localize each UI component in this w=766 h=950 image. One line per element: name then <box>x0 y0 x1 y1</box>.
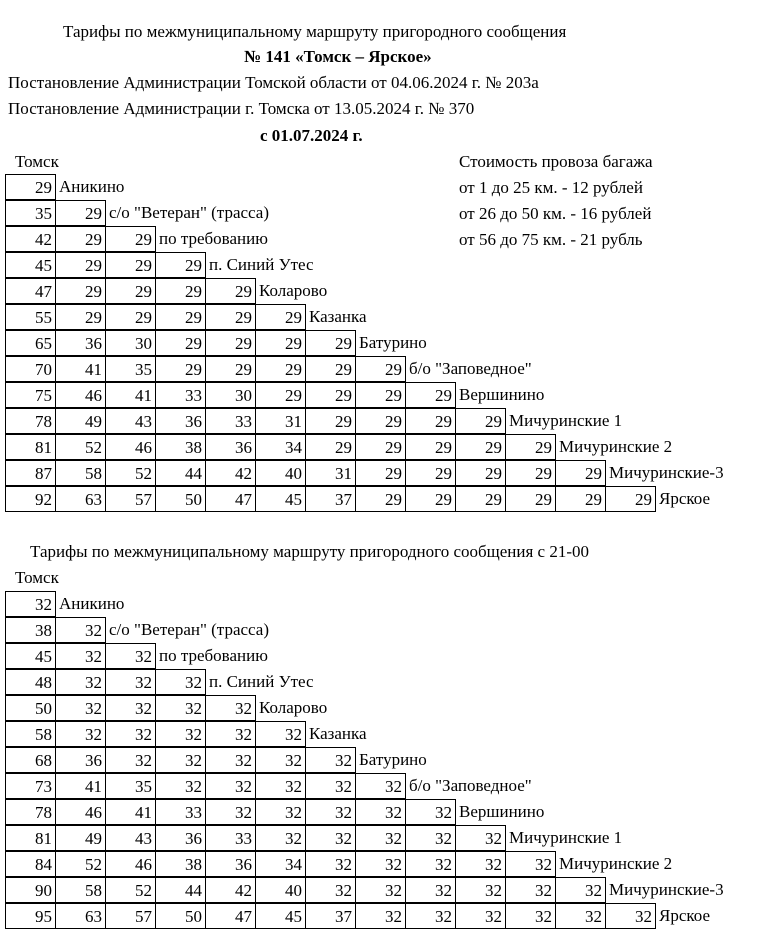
fare-cell: 29 <box>405 486 456 512</box>
fare-cell: 32 <box>505 877 556 903</box>
fare-cell: 41 <box>105 382 156 408</box>
fare-cell: 32 <box>105 669 156 695</box>
fare-cell: 32 <box>305 747 356 773</box>
fare-cell: 32 <box>455 903 506 929</box>
stop-name: Аникино <box>59 594 125 613</box>
stop-name: с/о "Ветеран" (трасса) <box>109 620 269 639</box>
fare-cell: 32 <box>405 799 456 825</box>
baggage-title: Стоимость провоза багажа <box>459 152 653 171</box>
fare-cell: 30 <box>105 330 156 356</box>
fare-cell: 70 <box>5 356 56 382</box>
fare-cell: 50 <box>5 695 56 721</box>
fare-cell: 32 <box>305 773 356 799</box>
fare-cell: 29 <box>355 460 406 486</box>
fare-cell: 29 <box>55 278 106 304</box>
fare-cell: 32 <box>55 721 106 747</box>
fare-cell: 36 <box>55 747 106 773</box>
fare-cell: 32 <box>205 695 256 721</box>
fare-cell: 32 <box>405 851 456 877</box>
fare-cell: 29 <box>105 278 156 304</box>
fare-cell: 29 <box>355 486 406 512</box>
fare-cell: 35 <box>105 773 156 799</box>
fare-cell: 32 <box>255 825 306 851</box>
fare-cell: 29 <box>355 408 406 434</box>
stop-name: Вершинино <box>459 385 545 404</box>
fare-cell: 32 <box>55 669 106 695</box>
baggage-line-2: от 26 до 50 км. - 16 рублей <box>459 204 652 223</box>
fare-cell: 32 <box>205 799 256 825</box>
stop-name: Мичуринские 2 <box>559 437 673 456</box>
fare-cell: 73 <box>5 773 56 799</box>
fare-cell: 29 <box>55 304 106 330</box>
fare-cell: 50 <box>155 903 206 929</box>
stop-name: Мичуринские 1 <box>509 828 623 847</box>
fare-cell: 29 <box>205 330 256 356</box>
fare-cell: 50 <box>155 486 206 512</box>
fare-cell: 32 <box>505 851 556 877</box>
fare-cell: 58 <box>55 460 106 486</box>
fare-cell: 32 <box>455 825 506 851</box>
fare-cell: 36 <box>155 408 206 434</box>
fare-cell: 36 <box>155 825 206 851</box>
fare-cell: 52 <box>105 877 156 903</box>
fare-cell: 29 <box>155 356 206 382</box>
fare-cell: 57 <box>105 486 156 512</box>
fare-cell: 90 <box>5 877 56 903</box>
fare-cell: 48 <box>5 669 56 695</box>
fare-cell: 29 <box>155 330 206 356</box>
fare-cell: 29 <box>405 460 456 486</box>
fare-cell: 32 <box>355 877 406 903</box>
fare-cell: 31 <box>305 460 356 486</box>
stop-name: с/о "Ветеран" (трасса) <box>109 203 269 222</box>
stop-name: Коларово <box>259 698 328 717</box>
fare-cell: 49 <box>55 408 106 434</box>
fare-cell: 32 <box>205 773 256 799</box>
fare-cell: 46 <box>105 434 156 460</box>
section2-title: Тарифы по межмуниципальному маршруту пригородного сообщения с 21-00 <box>30 542 590 561</box>
stop-name: Мичуринские 2 <box>559 854 673 873</box>
fare-cell: 49 <box>55 825 106 851</box>
stop-name: п. Синий Утес <box>209 255 314 274</box>
fare-cell: 29 <box>305 434 356 460</box>
fare-cell: 37 <box>305 903 356 929</box>
fare-cell: 38 <box>155 851 206 877</box>
stop-name: Батурино <box>359 333 427 352</box>
fare-cell: 32 <box>355 851 406 877</box>
fare-cell: 47 <box>205 486 256 512</box>
fare-cell: 29 <box>605 486 656 512</box>
fare-cell: 33 <box>205 825 256 851</box>
fare-cell: 78 <box>5 799 56 825</box>
fare-cell: 42 <box>5 226 56 252</box>
stop-name: б/о "Заповедное" <box>409 359 532 378</box>
fare-cell: 33 <box>155 799 206 825</box>
fare-cell: 32 <box>105 643 156 669</box>
fare-cell: 29 <box>155 304 206 330</box>
stop-name: п. Синий Утес <box>209 672 314 691</box>
fare-cell: 46 <box>105 851 156 877</box>
fare-cell: 29 <box>55 226 106 252</box>
fare-cell: 29 <box>455 460 506 486</box>
fare-cell: 32 <box>305 851 356 877</box>
fare-cell: 38 <box>155 434 206 460</box>
fare-cell: 32 <box>405 877 456 903</box>
fare-cell: 32 <box>555 877 606 903</box>
fare-cell: 32 <box>255 773 306 799</box>
fare-cell: 29 <box>505 460 556 486</box>
baggage-line-3: от 56 до 75 км. - 21 рубль <box>459 230 643 249</box>
fare-cell: 42 <box>205 460 256 486</box>
title-line-1: Тарифы по межмуниципальному маршруту пригородного сообщения <box>63 22 567 41</box>
fare-cell: 31 <box>255 408 306 434</box>
decree-2: Постановление Администрации г. Томска от 13.05.2024 г. № 370 <box>8 99 475 118</box>
fare-cell: 32 <box>105 695 156 721</box>
fare-cell: 44 <box>155 460 206 486</box>
fare-cell: 30 <box>205 382 256 408</box>
baggage-line-1: от 1 до 25 км. - 12 рублей <box>459 178 643 197</box>
fare-cell: 32 <box>105 721 156 747</box>
stop-name: Коларово <box>259 281 328 300</box>
fare-cell: 29 <box>255 356 306 382</box>
fare-cell: 63 <box>55 486 106 512</box>
fare-cell: 84 <box>5 851 56 877</box>
fare-cell: 32 <box>555 903 606 929</box>
fare-cell: 37 <box>305 486 356 512</box>
fare-cell: 29 <box>455 434 506 460</box>
fare-cell: 63 <box>55 903 106 929</box>
fare-cell: 29 <box>305 330 356 356</box>
fare-cell: 52 <box>55 434 106 460</box>
fare-cell: 32 <box>355 903 406 929</box>
fare-cell: 47 <box>205 903 256 929</box>
fare-cell: 32 <box>355 825 406 851</box>
fare-cell: 29 <box>55 252 106 278</box>
title-line-2: № 141 «Томск – Ярское» <box>244 47 432 66</box>
fare-cell: 32 <box>255 747 306 773</box>
fare-cell: 33 <box>155 382 206 408</box>
table2-origin: Томск <box>15 568 59 587</box>
stop-name: Мичуринские 1 <box>509 411 623 430</box>
fare-cell: 32 <box>5 591 56 617</box>
fare-cell: 34 <box>255 434 306 460</box>
fare-cell: 32 <box>205 721 256 747</box>
fare-cell: 32 <box>355 773 406 799</box>
fare-cell: 29 <box>455 408 506 434</box>
fare-cell: 44 <box>155 877 206 903</box>
stop-name: Батурино <box>359 750 427 769</box>
fare-cell: 29 <box>105 226 156 252</box>
stop-name: Казанка <box>309 724 367 743</box>
fare-cell: 29 <box>455 486 506 512</box>
fare-cell: 36 <box>205 851 256 877</box>
fare-cell: 32 <box>55 643 106 669</box>
fare-cell: 42 <box>205 877 256 903</box>
fare-cell: 32 <box>155 773 206 799</box>
fare-cell: 32 <box>355 799 406 825</box>
fare-cell: 29 <box>555 460 606 486</box>
stop-name: Аникино <box>59 177 125 196</box>
fare-cell: 29 <box>305 408 356 434</box>
fare-cell: 55 <box>5 304 56 330</box>
fare-cell: 32 <box>155 747 206 773</box>
fare-cell: 29 <box>205 356 256 382</box>
fare-cell: 35 <box>5 200 56 226</box>
fare-cell: 29 <box>255 382 306 408</box>
fare-cell: 57 <box>105 903 156 929</box>
fare-cell: 32 <box>405 825 456 851</box>
fare-cell: 45 <box>5 643 56 669</box>
fare-cell: 38 <box>5 617 56 643</box>
stop-name: по требованию <box>159 646 268 665</box>
fare-cell: 68 <box>5 747 56 773</box>
fare-cell: 32 <box>405 903 456 929</box>
decree-1: Постановление Администрации Томской области от 04.06.2024 г. № 203а <box>8 73 539 92</box>
fare-cell: 43 <box>105 408 156 434</box>
fare-cell: 35 <box>105 356 156 382</box>
fare-cell: 32 <box>455 877 506 903</box>
fare-cell: 29 <box>155 278 206 304</box>
fare-cell: 58 <box>55 877 106 903</box>
stop-name: Мичуринские-3 <box>609 463 724 482</box>
fare-cell: 75 <box>5 382 56 408</box>
fare-cell: 32 <box>305 877 356 903</box>
fare-cell: 46 <box>55 382 106 408</box>
fare-cell: 33 <box>205 408 256 434</box>
fare-cell: 43 <box>105 825 156 851</box>
fare-cell: 29 <box>305 356 356 382</box>
table1-origin: Томск <box>15 152 59 171</box>
fare-cell: 32 <box>605 903 656 929</box>
fare-cell: 32 <box>305 799 356 825</box>
fare-cell: 29 <box>55 200 106 226</box>
fare-cell: 32 <box>455 851 506 877</box>
fare-cell: 29 <box>405 408 456 434</box>
fare-cell: 34 <box>255 851 306 877</box>
fare-cell: 65 <box>5 330 56 356</box>
fare-cell: 29 <box>505 434 556 460</box>
fare-cell: 95 <box>5 903 56 929</box>
fare-cell: 45 <box>5 252 56 278</box>
fare-cell: 29 <box>155 252 206 278</box>
fare-cell: 29 <box>255 330 306 356</box>
fare-cell: 40 <box>255 460 306 486</box>
fare-cell: 47 <box>5 278 56 304</box>
fare-cell: 40 <box>255 877 306 903</box>
fare-cell: 29 <box>105 252 156 278</box>
stop-name: Ярское <box>659 489 711 508</box>
stop-name: б/о "Заповедное" <box>409 776 532 795</box>
fare-cell: 45 <box>255 486 306 512</box>
fare-cell: 29 <box>305 382 356 408</box>
fare-cell: 29 <box>105 304 156 330</box>
fare-cell: 29 <box>5 174 56 200</box>
fare-cell: 36 <box>205 434 256 460</box>
fare-cell: 87 <box>5 460 56 486</box>
fare-cell: 32 <box>205 747 256 773</box>
fare-cell: 52 <box>105 460 156 486</box>
stop-name: Казанка <box>309 307 367 326</box>
fare-cell: 29 <box>405 434 456 460</box>
fare-cell: 32 <box>505 903 556 929</box>
fare-cell: 29 <box>555 486 606 512</box>
fare-cell: 32 <box>255 721 306 747</box>
stop-name: по требованию <box>159 229 268 248</box>
stop-name: Мичуринские-3 <box>609 880 724 899</box>
fare-cell: 29 <box>355 382 406 408</box>
fare-cell: 29 <box>355 434 406 460</box>
fare-cell: 41 <box>55 773 106 799</box>
fare-cell: 32 <box>55 695 106 721</box>
fare-cell: 41 <box>105 799 156 825</box>
fare-cell: 32 <box>155 721 206 747</box>
fare-cell: 92 <box>5 486 56 512</box>
fare-cell: 36 <box>55 330 106 356</box>
fare-cell: 78 <box>5 408 56 434</box>
fare-cell: 29 <box>255 304 306 330</box>
fare-cell: 29 <box>505 486 556 512</box>
fare-cell: 32 <box>305 825 356 851</box>
fare-cell: 58 <box>5 721 56 747</box>
fare-cell: 29 <box>355 356 406 382</box>
fare-cell: 32 <box>105 747 156 773</box>
fare-cell: 29 <box>405 382 456 408</box>
fare-cell: 45 <box>255 903 306 929</box>
fare-cell: 29 <box>205 304 256 330</box>
fare-cell: 52 <box>55 851 106 877</box>
fare-cell: 29 <box>205 278 256 304</box>
fare-cell: 41 <box>55 356 106 382</box>
effective-date: с 01.07.2024 г. <box>260 126 363 145</box>
fare-cell: 81 <box>5 434 56 460</box>
stop-name: Вершинино <box>459 802 545 821</box>
stop-name: Ярское <box>659 906 711 925</box>
fare-cell: 32 <box>55 617 106 643</box>
fare-cell: 46 <box>55 799 106 825</box>
fare-cell: 32 <box>155 669 206 695</box>
fare-cell: 32 <box>255 799 306 825</box>
fare-cell: 32 <box>155 695 206 721</box>
fare-cell: 81 <box>5 825 56 851</box>
